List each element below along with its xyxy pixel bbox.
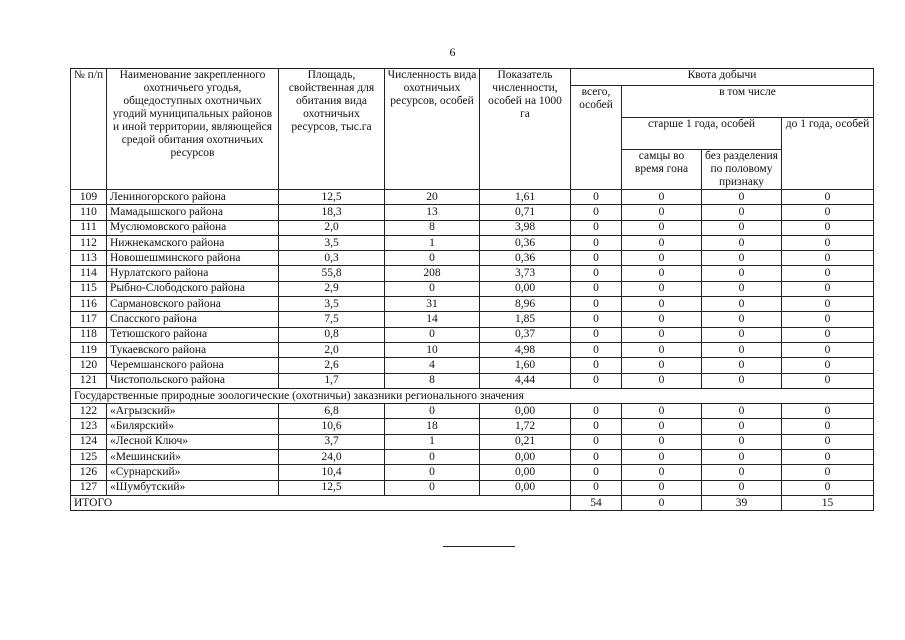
row-quota-young: 0 (782, 450, 874, 465)
row-number: 124 (71, 434, 107, 449)
row-quota-no-sex: 0 (702, 373, 782, 388)
row-name: Мамадышского района (107, 205, 279, 220)
row-quota-total: 0 (571, 297, 622, 312)
row-number: 127 (71, 480, 107, 495)
row-quota-young: 0 (782, 373, 874, 388)
row-name: Новошешминского района (107, 251, 279, 266)
row-density: 0,00 (480, 281, 571, 296)
total-row-group (71, 495, 874, 510)
row-quota-young: 0 (782, 404, 874, 419)
table-row (71, 297, 874, 312)
row-number: 115 (71, 281, 107, 296)
row-area: 2,0 (279, 342, 385, 357)
row-name: Нурлатского района (107, 266, 279, 281)
row-area: 55,8 (279, 266, 385, 281)
row-number: 110 (71, 205, 107, 220)
table-row (71, 465, 874, 480)
row-population: 14 (385, 312, 480, 327)
table-row (71, 419, 874, 434)
row-quota-males: 0 (622, 312, 702, 327)
total-quota-all: 54 (571, 495, 622, 510)
row-density: 0,37 (480, 327, 571, 342)
row-area: 0,8 (279, 327, 385, 342)
row-population: 0 (385, 465, 480, 480)
row-population: 1 (385, 434, 480, 449)
row-name: «Лесной Ключ» (107, 434, 279, 449)
row-density: 1,60 (480, 358, 571, 373)
total-label: ИТОГО (71, 495, 571, 510)
row-population: 4 (385, 358, 480, 373)
row-quota-males: 0 (622, 251, 702, 266)
row-quota-young: 0 (782, 465, 874, 480)
row-area: 2,0 (279, 220, 385, 235)
table-row (71, 235, 874, 250)
row-area: 2,6 (279, 358, 385, 373)
row-density: 0,36 (480, 251, 571, 266)
row-number: 123 (71, 419, 107, 434)
row-density: 0,00 (480, 465, 571, 480)
table-row (71, 480, 874, 495)
row-quota-no-sex: 0 (702, 450, 782, 465)
row-number: 121 (71, 373, 107, 388)
row-quota-young: 0 (782, 342, 874, 357)
row-quota-total: 0 (571, 205, 622, 220)
row-quota-no-sex: 0 (702, 281, 782, 296)
row-number: 109 (71, 190, 107, 205)
row-quota-males: 0 (622, 327, 702, 342)
row-quota-total: 0 (571, 419, 622, 434)
row-population: 1 (385, 235, 480, 250)
table-row (71, 281, 874, 296)
row-name: «Агрызский» (107, 404, 279, 419)
table-row (71, 220, 874, 235)
header-num: № п/п (71, 69, 107, 190)
row-quota-total: 0 (571, 450, 622, 465)
row-area: 3,5 (279, 235, 385, 250)
table-row (71, 327, 874, 342)
row-number: 119 (71, 342, 107, 357)
table-row (71, 190, 874, 205)
row-density: 1,72 (480, 419, 571, 434)
header-young: до 1 года, особей (782, 118, 874, 190)
row-quota-young: 0 (782, 266, 874, 281)
row-density: 4,98 (480, 342, 571, 357)
row-density: 0,71 (480, 205, 571, 220)
row-name: Рыбно-Слободского района (107, 281, 279, 296)
row-quota-males: 0 (622, 450, 702, 465)
header-older: старше 1 года, особей (622, 118, 782, 150)
total-row (71, 495, 874, 510)
row-quota-total: 0 (571, 342, 622, 357)
row-quota-total: 0 (571, 465, 622, 480)
row-number: 111 (71, 220, 107, 235)
row-quota-no-sex: 0 (702, 235, 782, 250)
row-quota-total: 0 (571, 358, 622, 373)
row-population: 0 (385, 480, 480, 495)
row-area: 12,5 (279, 190, 385, 205)
row-quota-males: 0 (622, 220, 702, 235)
row-quota-no-sex: 0 (702, 419, 782, 434)
table-row (71, 358, 874, 373)
header-quota: Квота добычи (571, 69, 874, 86)
hunting-quota-table (70, 68, 874, 511)
row-population: 13 (385, 205, 480, 220)
table-row (71, 266, 874, 281)
row-number: 125 (71, 450, 107, 465)
row-number: 122 (71, 404, 107, 419)
row-name: Лениногорского района (107, 190, 279, 205)
row-population: 31 (385, 297, 480, 312)
row-population: 0 (385, 404, 480, 419)
row-population: 0 (385, 450, 480, 465)
row-name: Муслюмовского района (107, 220, 279, 235)
section-row (71, 388, 874, 403)
row-number: 117 (71, 312, 107, 327)
row-quota-no-sex: 0 (702, 297, 782, 312)
row-quota-males: 0 (622, 404, 702, 419)
row-quota-total: 0 (571, 251, 622, 266)
table-row (71, 434, 874, 449)
row-quota-males: 0 (622, 434, 702, 449)
row-quota-males: 0 (622, 342, 702, 357)
row-quota-males: 0 (622, 281, 702, 296)
row-quota-total: 0 (571, 404, 622, 419)
row-name: Тукаевского района (107, 342, 279, 357)
row-name: Спасского района (107, 312, 279, 327)
row-name: «Мешинский» (107, 450, 279, 465)
row-density: 3,98 (480, 220, 571, 235)
table-row (71, 342, 874, 357)
row-quota-young: 0 (782, 419, 874, 434)
row-quota-males: 0 (622, 266, 702, 281)
row-population: 0 (385, 327, 480, 342)
row-quota-total: 0 (571, 235, 622, 250)
row-quota-males: 0 (622, 465, 702, 480)
table-row (71, 373, 874, 388)
row-quota-no-sex: 0 (702, 480, 782, 495)
row-quota-no-sex: 0 (702, 434, 782, 449)
row-density: 8,96 (480, 297, 571, 312)
table-row (71, 404, 874, 419)
row-density: 0,21 (480, 434, 571, 449)
page-number: 6 (449, 45, 456, 59)
row-quota-young: 0 (782, 251, 874, 266)
row-quota-young: 0 (782, 281, 874, 296)
row-quota-total: 0 (571, 327, 622, 342)
header-row-1 (71, 69, 874, 86)
row-population: 10 (385, 342, 480, 357)
row-quota-males: 0 (622, 419, 702, 434)
row-quota-no-sex: 0 (702, 465, 782, 480)
row-area: 6,8 (279, 404, 385, 419)
row-quota-males: 0 (622, 205, 702, 220)
row-density: 0,00 (480, 404, 571, 419)
row-number: 113 (71, 251, 107, 266)
section-title: Государственные природные зоологические (охотничьи) заказники регионального значения (71, 388, 874, 403)
row-quota-total: 0 (571, 312, 622, 327)
header-total: всего, особей (571, 86, 622, 190)
row-number: 126 (71, 465, 107, 480)
total-quota-young: 15 (782, 495, 874, 510)
row-density: 1,85 (480, 312, 571, 327)
row-quota-males: 0 (622, 373, 702, 388)
row-name: Тетюшского района (107, 327, 279, 342)
row-density: 0,36 (480, 235, 571, 250)
row-quota-total: 0 (571, 373, 622, 388)
row-density: 0,00 (480, 450, 571, 465)
row-name: «Билярский» (107, 419, 279, 434)
row-quota-total: 0 (571, 480, 622, 495)
row-population: 18 (385, 419, 480, 434)
row-quota-no-sex: 0 (702, 220, 782, 235)
row-area: 24,0 (279, 450, 385, 465)
row-quota-no-sex: 0 (702, 342, 782, 357)
row-quota-no-sex: 0 (702, 358, 782, 373)
row-population: 8 (385, 373, 480, 388)
row-name: Черемшанского района (107, 358, 279, 373)
row-name: «Сурнарский» (107, 465, 279, 480)
row-quota-total: 0 (571, 434, 622, 449)
row-density: 1,61 (480, 190, 571, 205)
row-quota-young: 0 (782, 205, 874, 220)
row-name: «Шумбутский» (107, 480, 279, 495)
row-area: 7,5 (279, 312, 385, 327)
section-row-group (71, 388, 874, 403)
header-density: Показатель численности, особей на 1000 га (480, 69, 571, 190)
header-males: самцы во время гона (622, 150, 702, 190)
total-quota-no-sex: 39 (702, 495, 782, 510)
row-number: 120 (71, 358, 107, 373)
row-area: 10,4 (279, 465, 385, 480)
row-area: 2,9 (279, 281, 385, 296)
row-quota-young: 0 (782, 327, 874, 342)
row-population: 0 (385, 281, 480, 296)
row-quota-males: 0 (622, 235, 702, 250)
row-area: 0,3 (279, 251, 385, 266)
footer-divider (443, 546, 515, 547)
row-name: Нижнекамского района (107, 235, 279, 250)
row-quota-males: 0 (622, 358, 702, 373)
row-quota-young: 0 (782, 480, 874, 495)
row-number: 116 (71, 297, 107, 312)
row-area: 3,5 (279, 297, 385, 312)
reserve-rows (71, 404, 874, 496)
row-quota-total: 0 (571, 220, 622, 235)
row-quota-males: 0 (622, 190, 702, 205)
row-population: 8 (385, 220, 480, 235)
table-row (71, 450, 874, 465)
row-quota-young: 0 (782, 434, 874, 449)
row-quota-males: 0 (622, 297, 702, 312)
row-density: 3,73 (480, 266, 571, 281)
row-number: 118 (71, 327, 107, 342)
row-area: 12,5 (279, 480, 385, 495)
row-quota-total: 0 (571, 266, 622, 281)
row-quota-no-sex: 0 (702, 205, 782, 220)
row-population: 20 (385, 190, 480, 205)
row-quota-males: 0 (622, 480, 702, 495)
header-no-sex: без разделения по половому признаку (702, 150, 782, 190)
header-name: Наименование закрепленного охотничьего угодья, общедоступных охотничьих угодий муниципальных районов и иной территории, являющейся средой обитания охотничьих ресурсов (107, 69, 279, 190)
row-density: 4,44 (480, 373, 571, 388)
row-area: 18,3 (279, 205, 385, 220)
row-area: 1,7 (279, 373, 385, 388)
row-quota-young: 0 (782, 220, 874, 235)
row-population: 208 (385, 266, 480, 281)
row-quota-no-sex: 0 (702, 251, 782, 266)
row-quota-young: 0 (782, 297, 874, 312)
row-quota-no-sex: 0 (702, 190, 782, 205)
row-population: 0 (385, 251, 480, 266)
table-row (71, 251, 874, 266)
header-including: в том числе (622, 86, 874, 118)
row-quota-no-sex: 0 (702, 266, 782, 281)
row-name: Сармановского района (107, 297, 279, 312)
row-number: 114 (71, 266, 107, 281)
row-name: Чистопольского района (107, 373, 279, 388)
row-quota-total: 0 (571, 190, 622, 205)
row-area: 3,7 (279, 434, 385, 449)
row-quota-no-sex: 0 (702, 312, 782, 327)
row-quota-young: 0 (782, 358, 874, 373)
table-row (71, 312, 874, 327)
header-population: Численность вида охотничьих ресурсов, особей (385, 69, 480, 190)
row-quota-no-sex: 0 (702, 327, 782, 342)
row-number: 112 (71, 235, 107, 250)
header-area: Площадь, свойственная для обитания вида охотничьих ресурсов, тыс.га (279, 69, 385, 190)
total-quota-males: 0 (622, 495, 702, 510)
row-quota-young: 0 (782, 235, 874, 250)
row-quota-no-sex: 0 (702, 404, 782, 419)
row-quota-total: 0 (571, 281, 622, 296)
district-rows (71, 190, 874, 389)
row-quota-young: 0 (782, 312, 874, 327)
row-area: 10,6 (279, 419, 385, 434)
row-density: 0,00 (480, 480, 571, 495)
table-row (71, 205, 874, 220)
row-quota-young: 0 (782, 190, 874, 205)
